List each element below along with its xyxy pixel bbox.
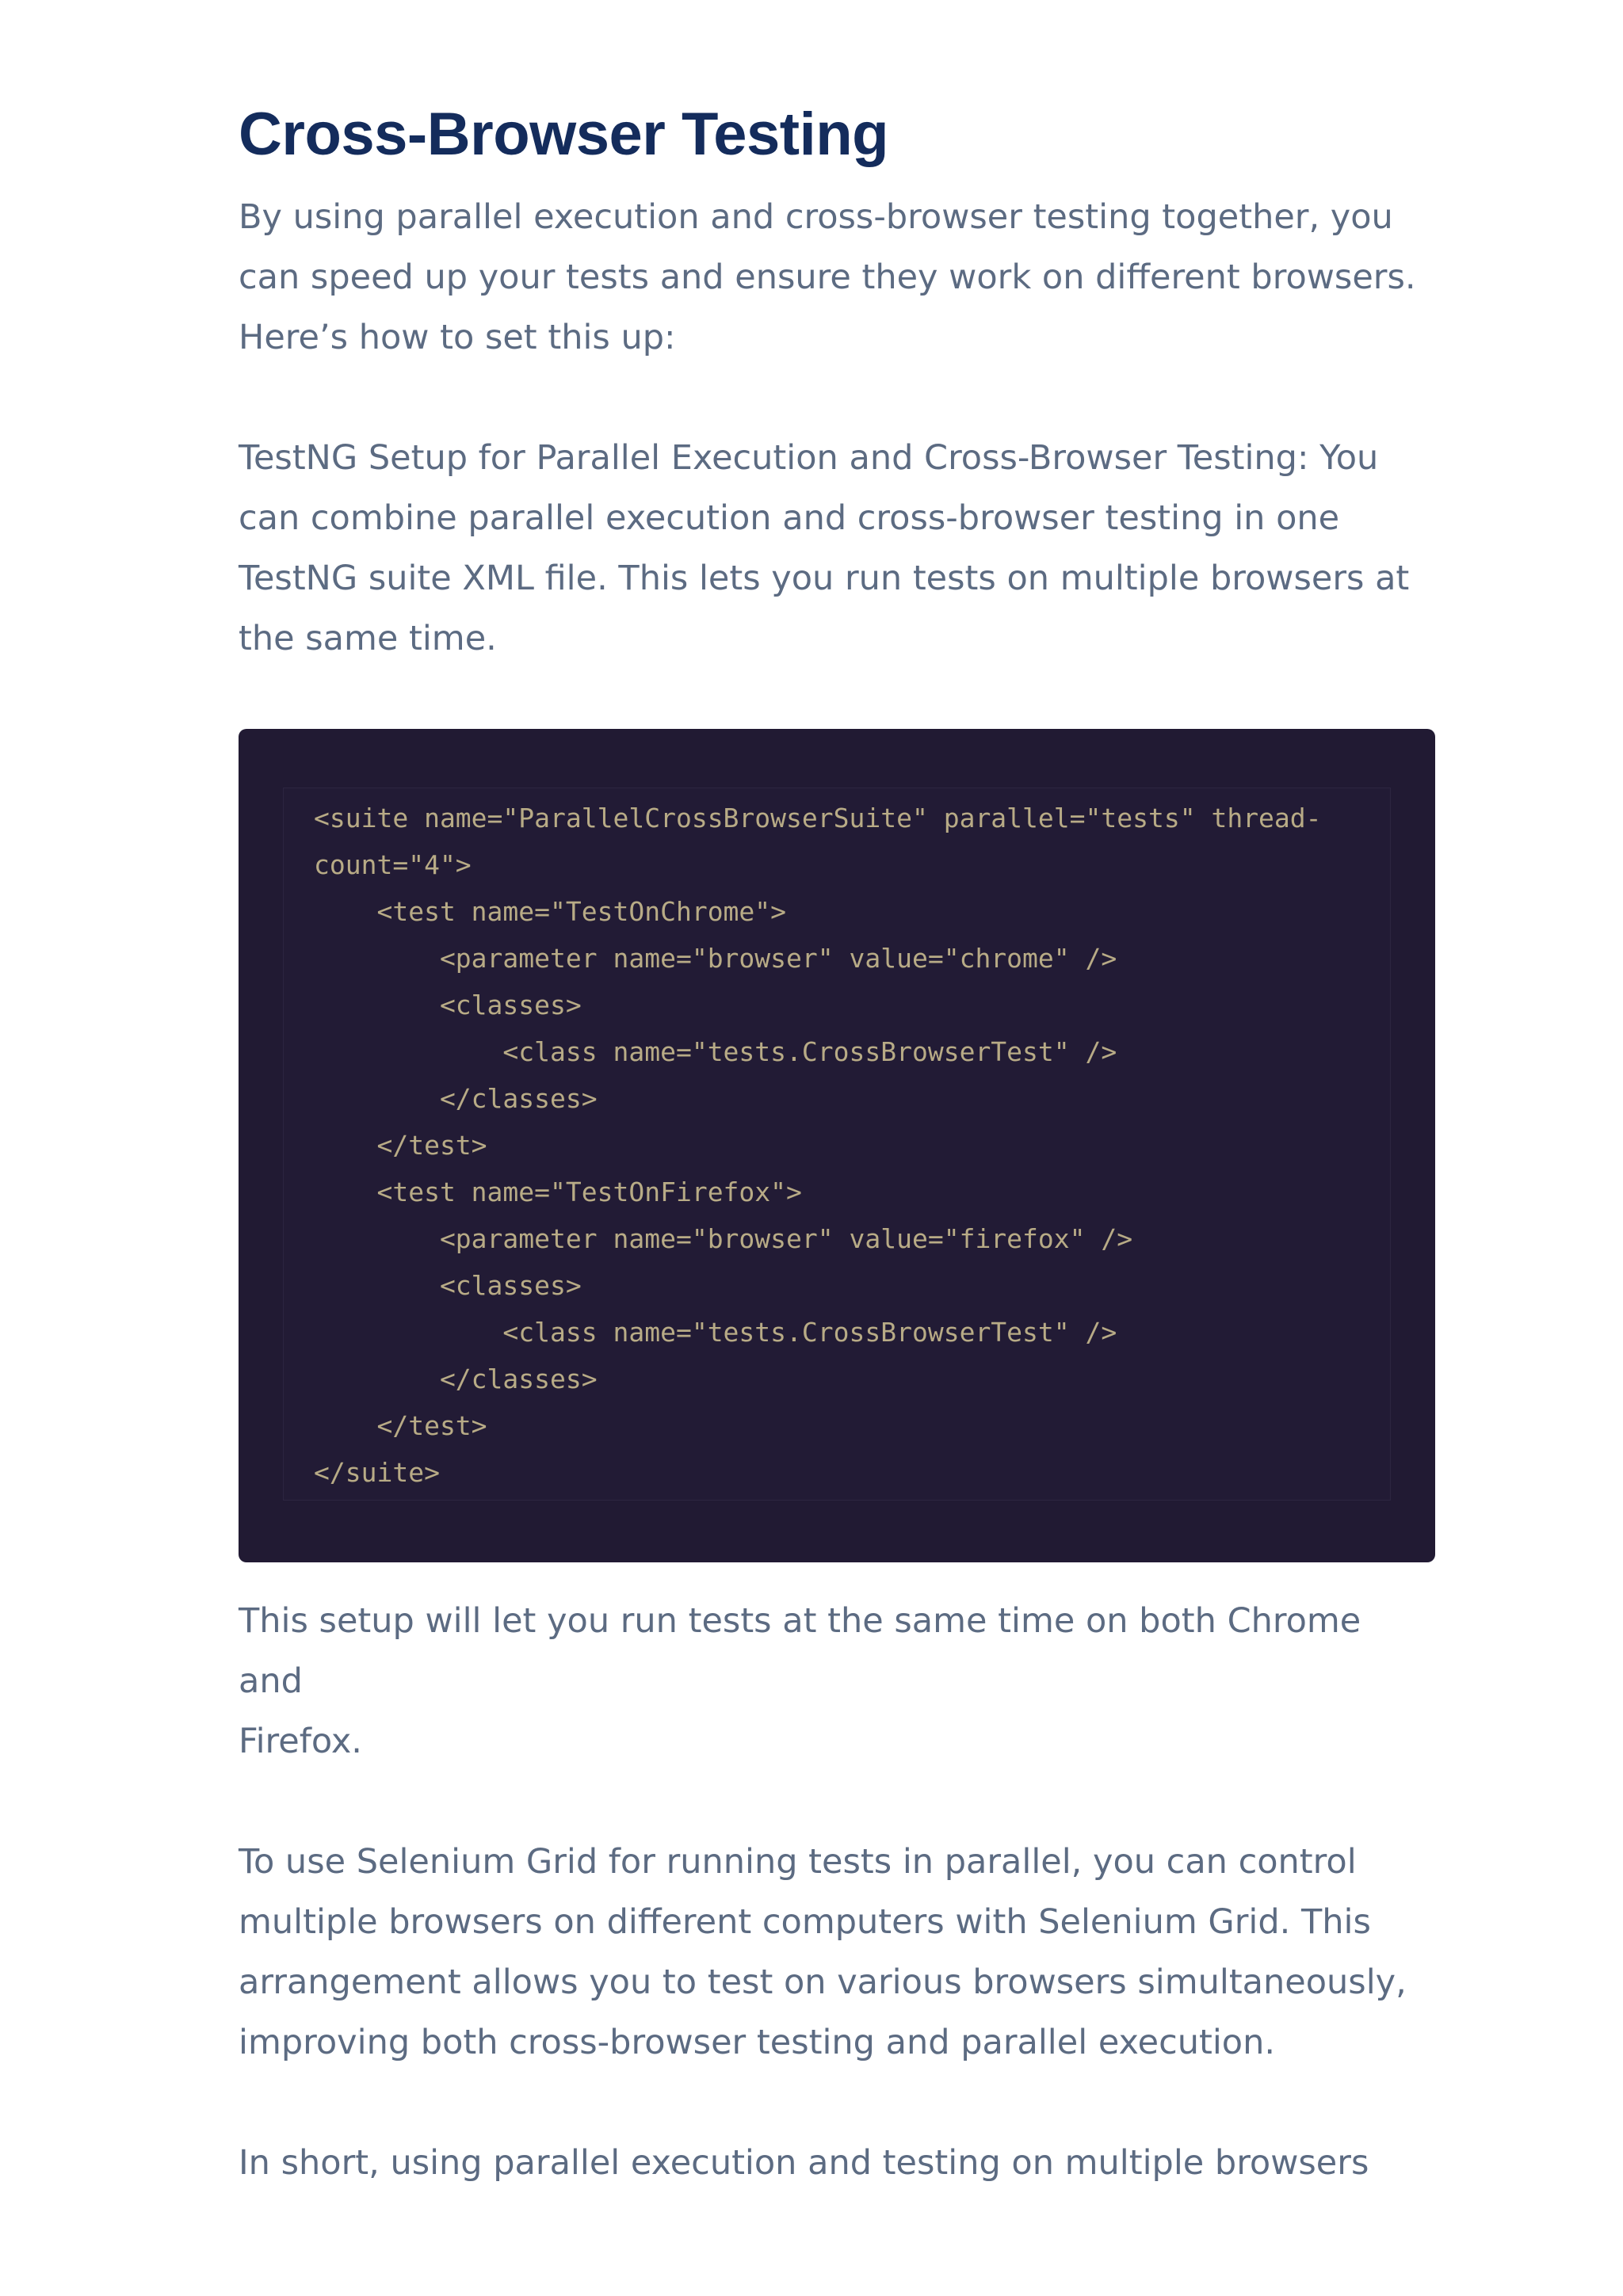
code-line: </classes> bbox=[314, 1363, 598, 1394]
code-line: </classes> bbox=[314, 1083, 598, 1114]
code-block bbox=[239, 729, 1435, 1562]
code-content[interactable] bbox=[283, 788, 1391, 1501]
code-line: <class name="tests.CrossBrowserTest" /> bbox=[314, 1317, 1117, 1348]
code-line: <suite name="ParallelCrossBrowserSuite" parallel="tests" thread- bbox=[314, 803, 1322, 833]
code-line: count="4"> bbox=[314, 849, 472, 880]
code-line: <parameter name="browser" value="chrome" /> bbox=[314, 943, 1117, 974]
code-line: <class name="tests.CrossBrowserTest" /> bbox=[314, 1036, 1117, 1067]
summary-paragraph: In short, using parallel execution and testing on multiple browsers bbox=[239, 2143, 1369, 2183]
intro-paragraph: By using parallel execution and cross-browser testing together, you can speed up your tests and ensure they work on different browsers. Here’s how to set this up: bbox=[239, 197, 1416, 357]
page-title: Cross-Browser Testing bbox=[239, 101, 889, 168]
code-line: <parameter name="browser" value="firefox" /> bbox=[314, 1223, 1133, 1254]
code-line: </test> bbox=[314, 1130, 487, 1161]
code-line: </suite> bbox=[314, 1457, 440, 1488]
setup-paragraph: TestNG Setup for Parallel Execution and Cross-Browser Testing: You can combine parallel execution and cross-browser testing in one TestNG suite XML file. This lets you run tests on multiple browsers at the same time. bbox=[239, 438, 1410, 658]
code-line: </test> bbox=[314, 1410, 487, 1441]
code-line: <test name="TestOnChrome"> bbox=[314, 896, 787, 927]
code-line: <classes> bbox=[314, 1270, 582, 1301]
code-line: <classes> bbox=[314, 990, 582, 1020]
article bbox=[239, 93, 1435, 2193]
after-code-paragraph: This setup will let you run tests at the same time on both Chrome and Firefox. bbox=[239, 1601, 1361, 1761]
selenium-grid-paragraph: To use Selenium Grid for running tests in parallel, you can control multiple browsers on different computers with Selenium Grid. This arrangement allows you to test on various browsers simultaneously, improving both cross-browser testing and parallel execution. bbox=[239, 1842, 1407, 2062]
code-line: <test name="TestOnFirefox"> bbox=[314, 1177, 802, 1207]
